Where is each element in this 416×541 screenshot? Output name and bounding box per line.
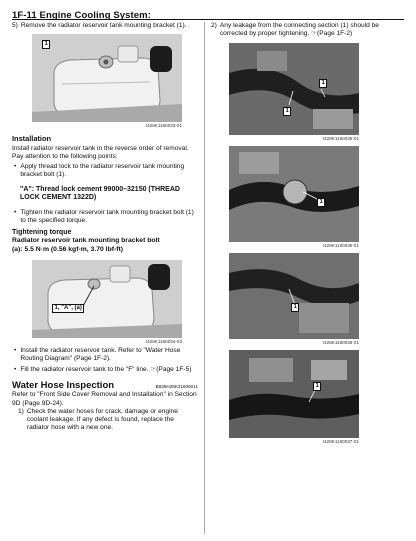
thread-lock-line-1: "A": Thread lock cement 99000–32150 (THREAD: [20, 185, 180, 193]
hose-photo-1: [229, 43, 359, 135]
hose-photo-3: [229, 253, 359, 339]
torque-subtitle: Radiator reservoir tank mounting bracket bolt: [12, 237, 160, 245]
bullet-text: Install the radiator reservoir tank. Refer to "Water Hose Routing Diagram" (Page 1F-2).: [20, 347, 181, 363]
bullet-text: Fill the radiator reservoir tank to the "F" line. ☞(Page 1F-5): [20, 365, 192, 373]
reservoir-photo-2: [32, 260, 182, 338]
water-hose-heading: [12, 379, 198, 391]
bullet-text: Tighten the radiator reservoir tank mounting bracket bolt (1) to the specified torque.: [20, 208, 194, 224]
bullet-dot: •: [14, 163, 17, 171]
photo-code: I428K1160035-01: [322, 242, 359, 248]
bullet-dot: •: [14, 347, 17, 355]
installation-intro: Install radiator reservoir tank in the reverse order of removal. Pay attention to the following points:: [12, 144, 189, 160]
callout-label: 1: [283, 107, 291, 116]
photo-code: I428K1160035-01: [322, 135, 359, 141]
installation-title: Installation: [12, 134, 52, 144]
engine-hose-illustration: [229, 146, 359, 242]
photo-code: I428K1160034-03: [145, 339, 182, 345]
step-1: [18, 408, 198, 433]
hose-photo-4: [229, 350, 359, 438]
water-hose-title: Water Hose Inspection: [12, 379, 115, 391]
step-5: [12, 22, 198, 30]
bullet-item: [14, 209, 198, 226]
right-column: [211, 22, 405, 445]
hose-photo-2: [229, 146, 359, 242]
callout-label: 1, "A", (a): [52, 304, 84, 313]
torque-title: Tightening torque: [12, 229, 72, 237]
water-hose-intro: Refer to "Front Side Cover Removal and Installation" in Section 9D (Page 9D-24).: [12, 391, 197, 407]
callout-label: 1: [42, 40, 50, 49]
step-2: [211, 22, 405, 39]
reservoir-tank-illustration: [32, 260, 182, 338]
reservoir-photo-1: [32, 34, 182, 122]
callout-label: 1: [317, 198, 325, 207]
engine-hose-illustration: [229, 43, 359, 135]
photo-code: I428K1160037-01: [322, 438, 359, 444]
bullet-item: [14, 347, 198, 364]
bullet-item: [14, 163, 198, 180]
callout-label: 1: [291, 303, 299, 312]
callout-label: 1: [319, 79, 327, 88]
step-text: Check the water hoses for crack, damage or engine coolant leakage. If any defect is found, replace the radiator hose with a new one.: [26, 407, 178, 432]
step-text: Remove the radiator reservoir tank mounting bracket (1).: [20, 22, 187, 29]
torque-value: (a): 5.5 N·m (0.56 kgf-m, 3.70 lbf-ft): [12, 245, 124, 253]
page-title: 1F-11 Engine Cooling System:: [12, 10, 151, 21]
photo-code: I428K1160036-01: [322, 339, 359, 345]
bullet-dot: •: [14, 365, 17, 373]
thread-lock-spec: [20, 183, 198, 206]
column-divider: [204, 22, 205, 534]
step-text: Any leakage from the connecting section (1) should be corrected by proper tightening. ☞(Page 1F-2): [219, 22, 379, 38]
section-code: B838H28K31606011: [155, 383, 198, 389]
engine-hose-illustration: [229, 253, 359, 339]
bullet-item: [14, 366, 198, 374]
left-column: [12, 22, 198, 435]
engine-hose-illustration: [229, 350, 359, 438]
thread-lock-line-2: LOCK CEMENT 1322D): [20, 194, 97, 202]
step-number: 5): [12, 22, 18, 29]
bullet-text: Apply thread lock to the radiator reservoir tank mounting bracket bolt (1).: [20, 163, 185, 179]
step-number: 2): [211, 22, 217, 29]
bullet-dot: •: [14, 208, 17, 216]
photo-code: I428K1160033-01: [145, 123, 182, 129]
step-number: 1): [18, 407, 24, 415]
page-header: [12, 5, 404, 20]
reservoir-tank-illustration: [32, 34, 182, 122]
callout-label: 1: [313, 382, 321, 391]
